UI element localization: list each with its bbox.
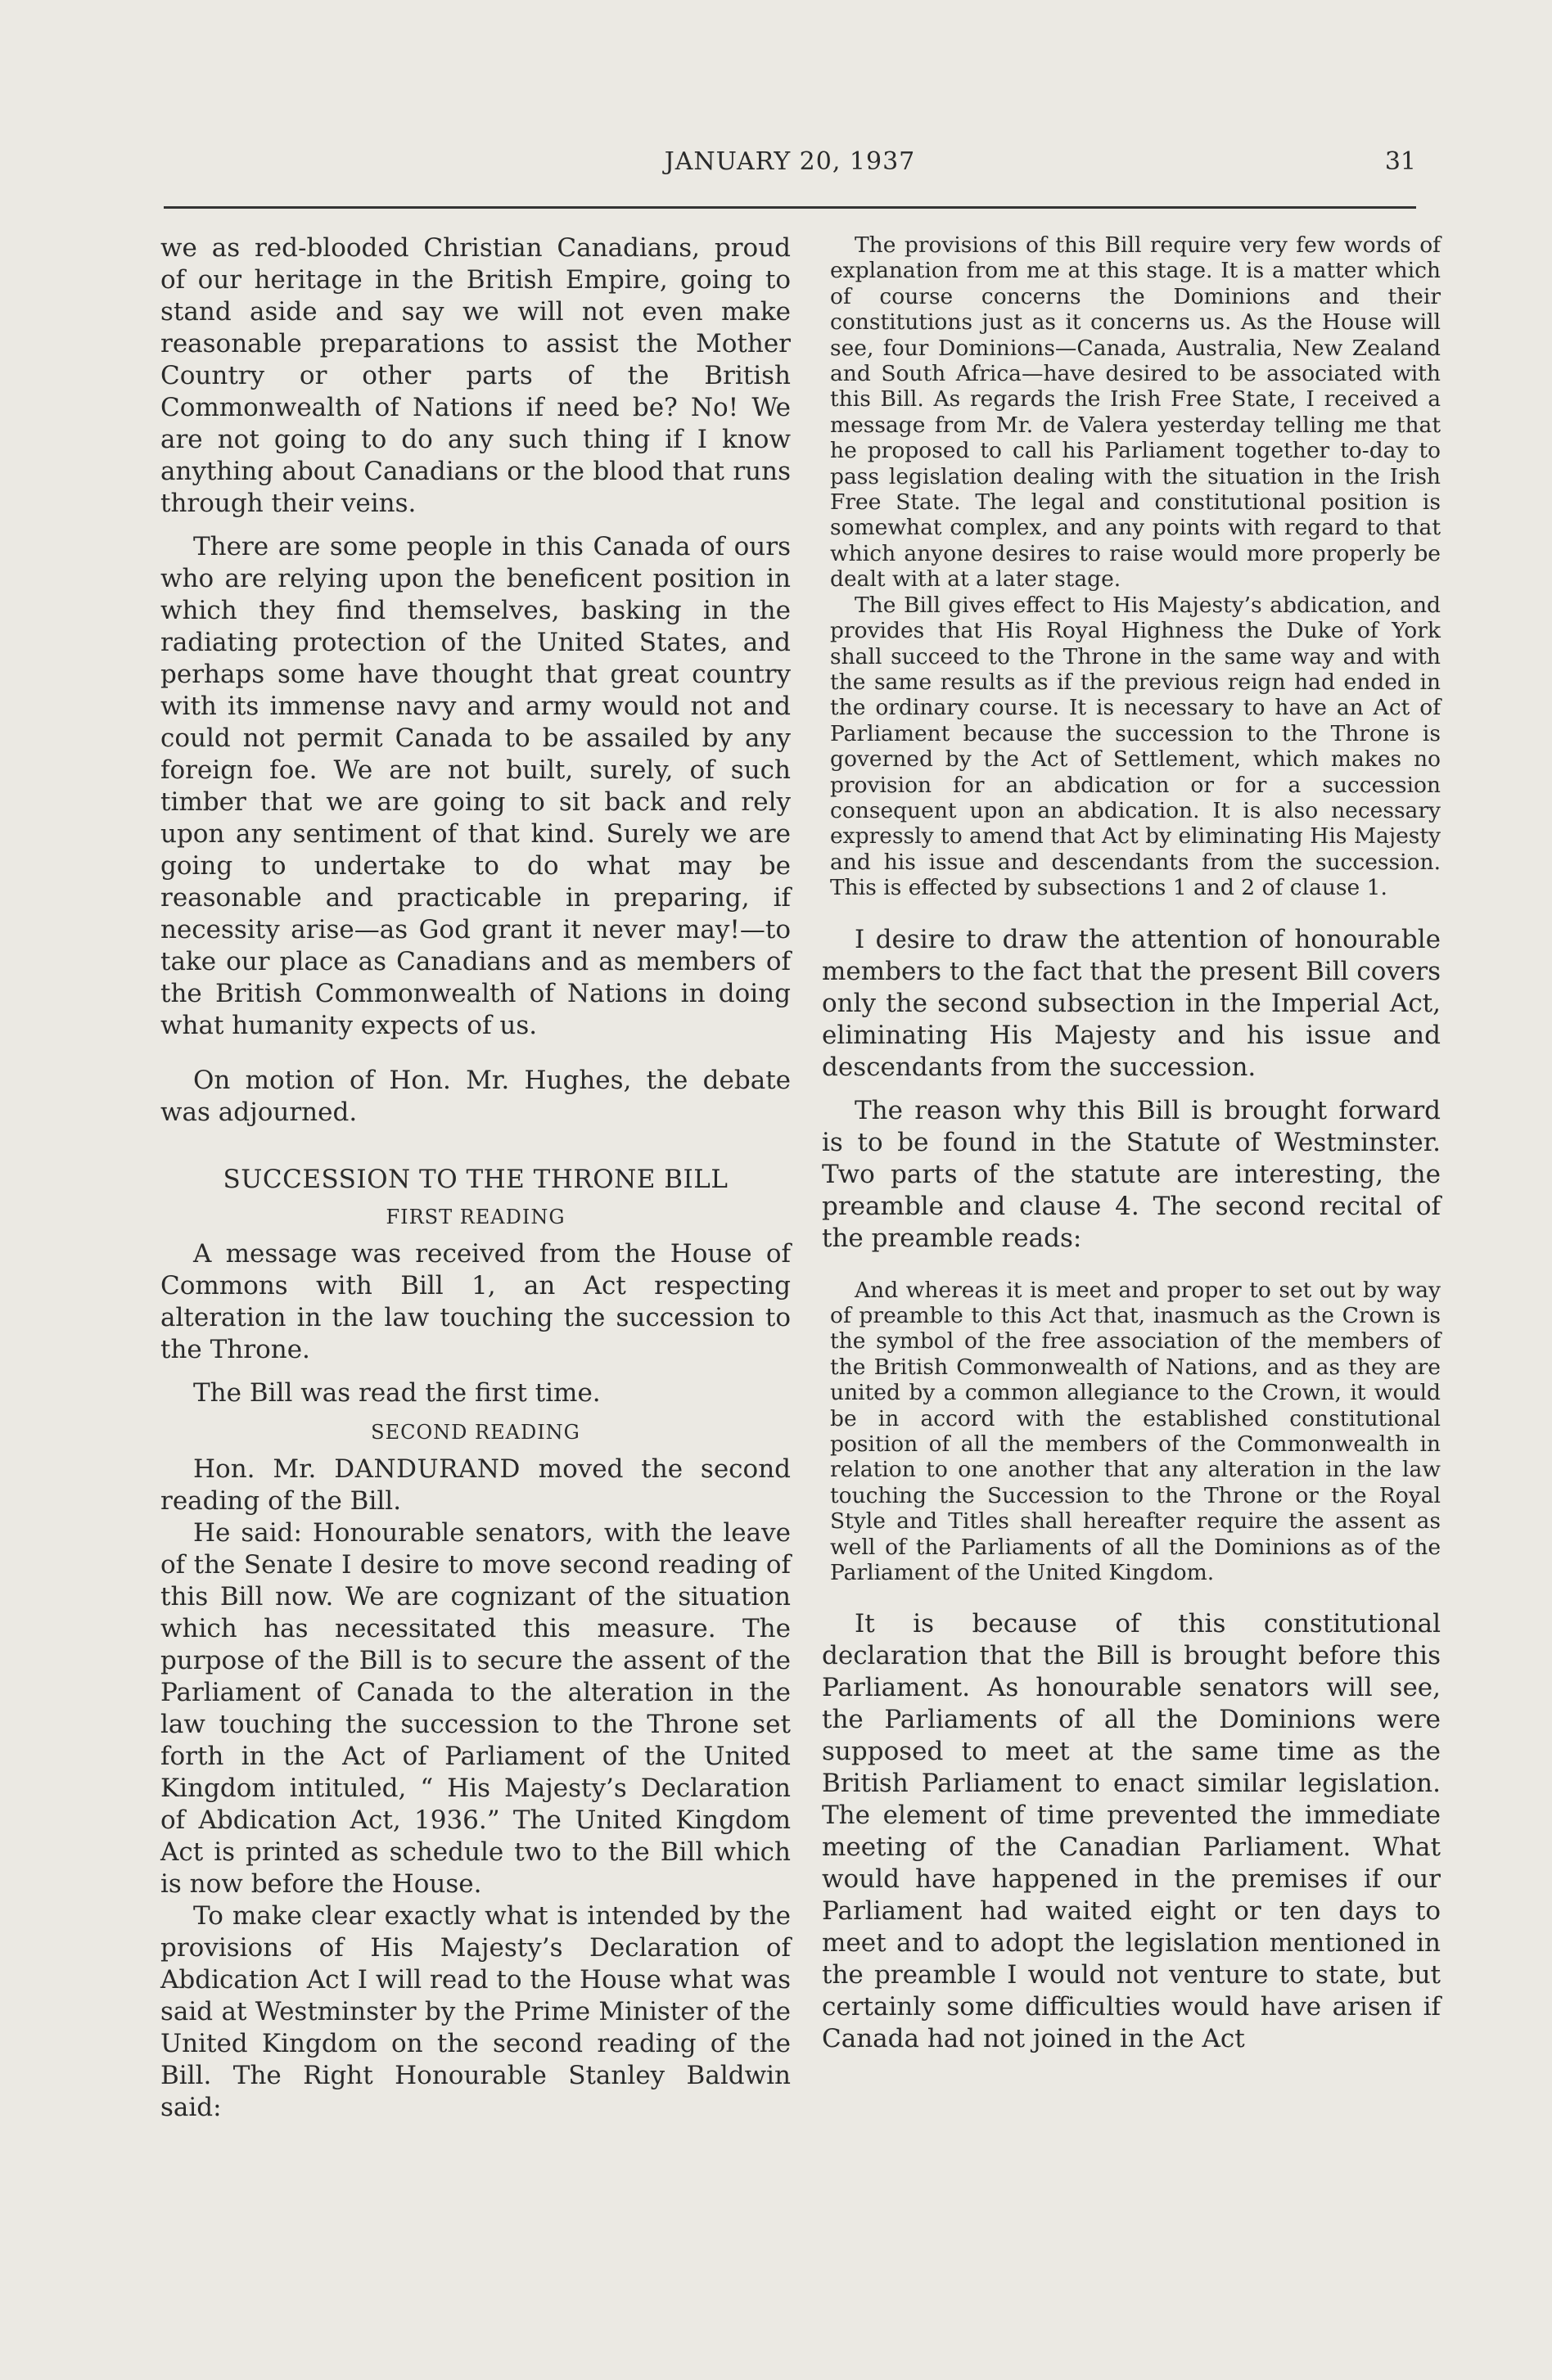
paragraph-statute-westminster: The reason why this Bill is brought forward is to be found in the Statute of Westminster. Two parts of the statute are interesting, the preamble and clause 4. The second recital of the preamble reads: — [822, 1095, 1441, 1253]
paragraph-motion-adjourned: On motion of Hon. Mr. Hughes, the debate was adjourned. — [160, 1066, 791, 1127]
paragraph-make-clear: To make clear exactly what is intended by the provisions of His Majesty’s Declaration of Abdication Act I will read to the House what was said at Westminster by the Prime Minister of the United Kingdom on the second reading of the Bill. The Right Honourable Stanley Baldwin said: — [160, 1901, 791, 2122]
paragraph-constitutional-declaration: It is because of this constitutional declaration that the Bill is brought before this Parliament. As honourable senators will see, the Parliaments of all the Dominions were supposed to meet at the same time as the British Parliament to enact similar legislation. The element of time prevented the immediate meeting of the Canadian Parliament. What would have happened in the premises if our Parliament had waited eight or ten days to meet and to adopt the legislation mentioned in the preamble I would not venture to state, but certainly some difficulties would have arisen if Canada had not joined in the Act — [822, 1609, 1441, 2054]
paragraph-desire-attention: I desire to draw the attention of honourable members to the fact that the present Bill covers only the second subsection in the Imperial Act, eliminating His Majesty and his issue and descendants from the succession. — [822, 924, 1441, 1082]
page-number: 31 — [1384, 147, 1416, 176]
prefix-text: Hon. Mr. — [193, 1454, 335, 1484]
paragraph-dandurand-moved — [160, 1454, 791, 1517]
paragraph-beneficent-position: There are some people in this Canada of ours who are relying upon the beneficent position in which they find themselves, basking in the radiating protection of the United States, and perhaps some have thought that great country with its immense navy and army would not and could not permit Canada to be assailed by any foreign foe. We are not built, surely, of such timber that we are going to sit back and rely upon any sentiment of that kind. Surely we are going to undertake to do what may be reasonable and practicable in preparing, if necessity arise—as God grant it never may!—to take our place as Canadians and as members of the British Commonwealth of Nations in doing what humanity expects of us. — [160, 532, 791, 1040]
quote-preamble: And whereas it is meet and proper to set out by way of preamble to this Act that, inasmuch as the Crown is the symbol of the free association of the members of the British Commonwealth of Nations, and as they are united by a common allegiance to the Crown, it would be in accord with the established constitutional position of all the members of the Commonwealth in relation to one another that any alteration in the law touching the Succession to the Throne or the Royal Style and Titles shall hereafter require the assent as well of the Parliaments of all the Dominions as of the Parliament of the United Kingdom. — [830, 1277, 1441, 1586]
right-column — [822, 232, 1441, 2055]
paragraph-continued: we as red-blooded Christian Canadians, proud of our heritage in the British Empire, going to stand aside and say we will not even make reasonable preparations to assist the Mother Country or other parts of the British Commonwealth of Nations if need be? No! We are not going to do any such thing if I know anything about Canadians or the blood that runs through their veins. — [160, 233, 791, 518]
suffix-text: moved the second reading of the Bill. — [160, 1454, 792, 1516]
paragraph-first-time: The Bill was read the first time. — [193, 1378, 601, 1408]
first-reading-heading: FIRST READING — [386, 1206, 566, 1228]
second-reading-heading: SECOND READING — [371, 1421, 580, 1444]
header-rule — [164, 206, 1416, 209]
paragraph-message-received: A message was received from the House of Commons with Bill 1, an Act respecting alteration in the law touching the succession to the Throne. — [160, 1239, 791, 1364]
section-title: SUCCESSION TO THE THRONE BILL — [223, 1165, 729, 1194]
page-header — [164, 144, 1416, 185]
speaker-name: DANDURAND — [334, 1454, 521, 1484]
quote-baldwin-2: The Bill gives effect to His Majesty’s abdication, and provides that His Royal Highness the Duke of York shall succeed to the Throne in the same way and with the same results as if the previous reign had ended in the ordinary course. It is necessary to have an Act of Parliament because the succession to the Throne is governed by the Act of Settlement, which makes no provision for an abdication or for a succession consequent upon an abdication. It is also necessary expressly to amend that Act by eliminating His Majesty and his issue and descendants from the succession. This is effected by subsections 1 and 2 of clause 1. — [830, 592, 1441, 901]
left-column — [160, 232, 791, 2124]
header-date: JANUARY 20, 1937 — [664, 147, 916, 176]
quote-baldwin-1: The provisions of this Bill require very few words of explanation from me at this stage. It is a matter which of course concerns the Dominions and their constitutions just as it concerns us. As the House will see, four Dominions—Canada, Australia, New Zealand and South Africa—have desired to be associated with this Bill. As regards the Irish Free State, I received a message from Mr. de Valera yesterday telling me that he proposed to call his Parliament together to-day to pass legislation dealing with the situation in the Irish Free State. The legal and constitutional position is somewhat complex, and any points with regard to that which anyone desires to raise would more properly be dealt with at a later stage. — [830, 232, 1441, 593]
paragraph-he-said: He said: Honourable senators, with the leave of the Senate I desire to move second reading of this Bill now. We are cognizant of the situation which has necessitated this measure. The purpose of the Bill is to secure the assent of the Parliament of Canada to the alteration in the law touching the succession to the Throne set forth in the Act of Parliament of the United Kingdom intituled, “ His Majesty’s Declaration of Abdication Act, 1936.” The United Kingdom Act is printed as schedule two to the Bill which is now before the House. — [160, 1518, 791, 1899]
